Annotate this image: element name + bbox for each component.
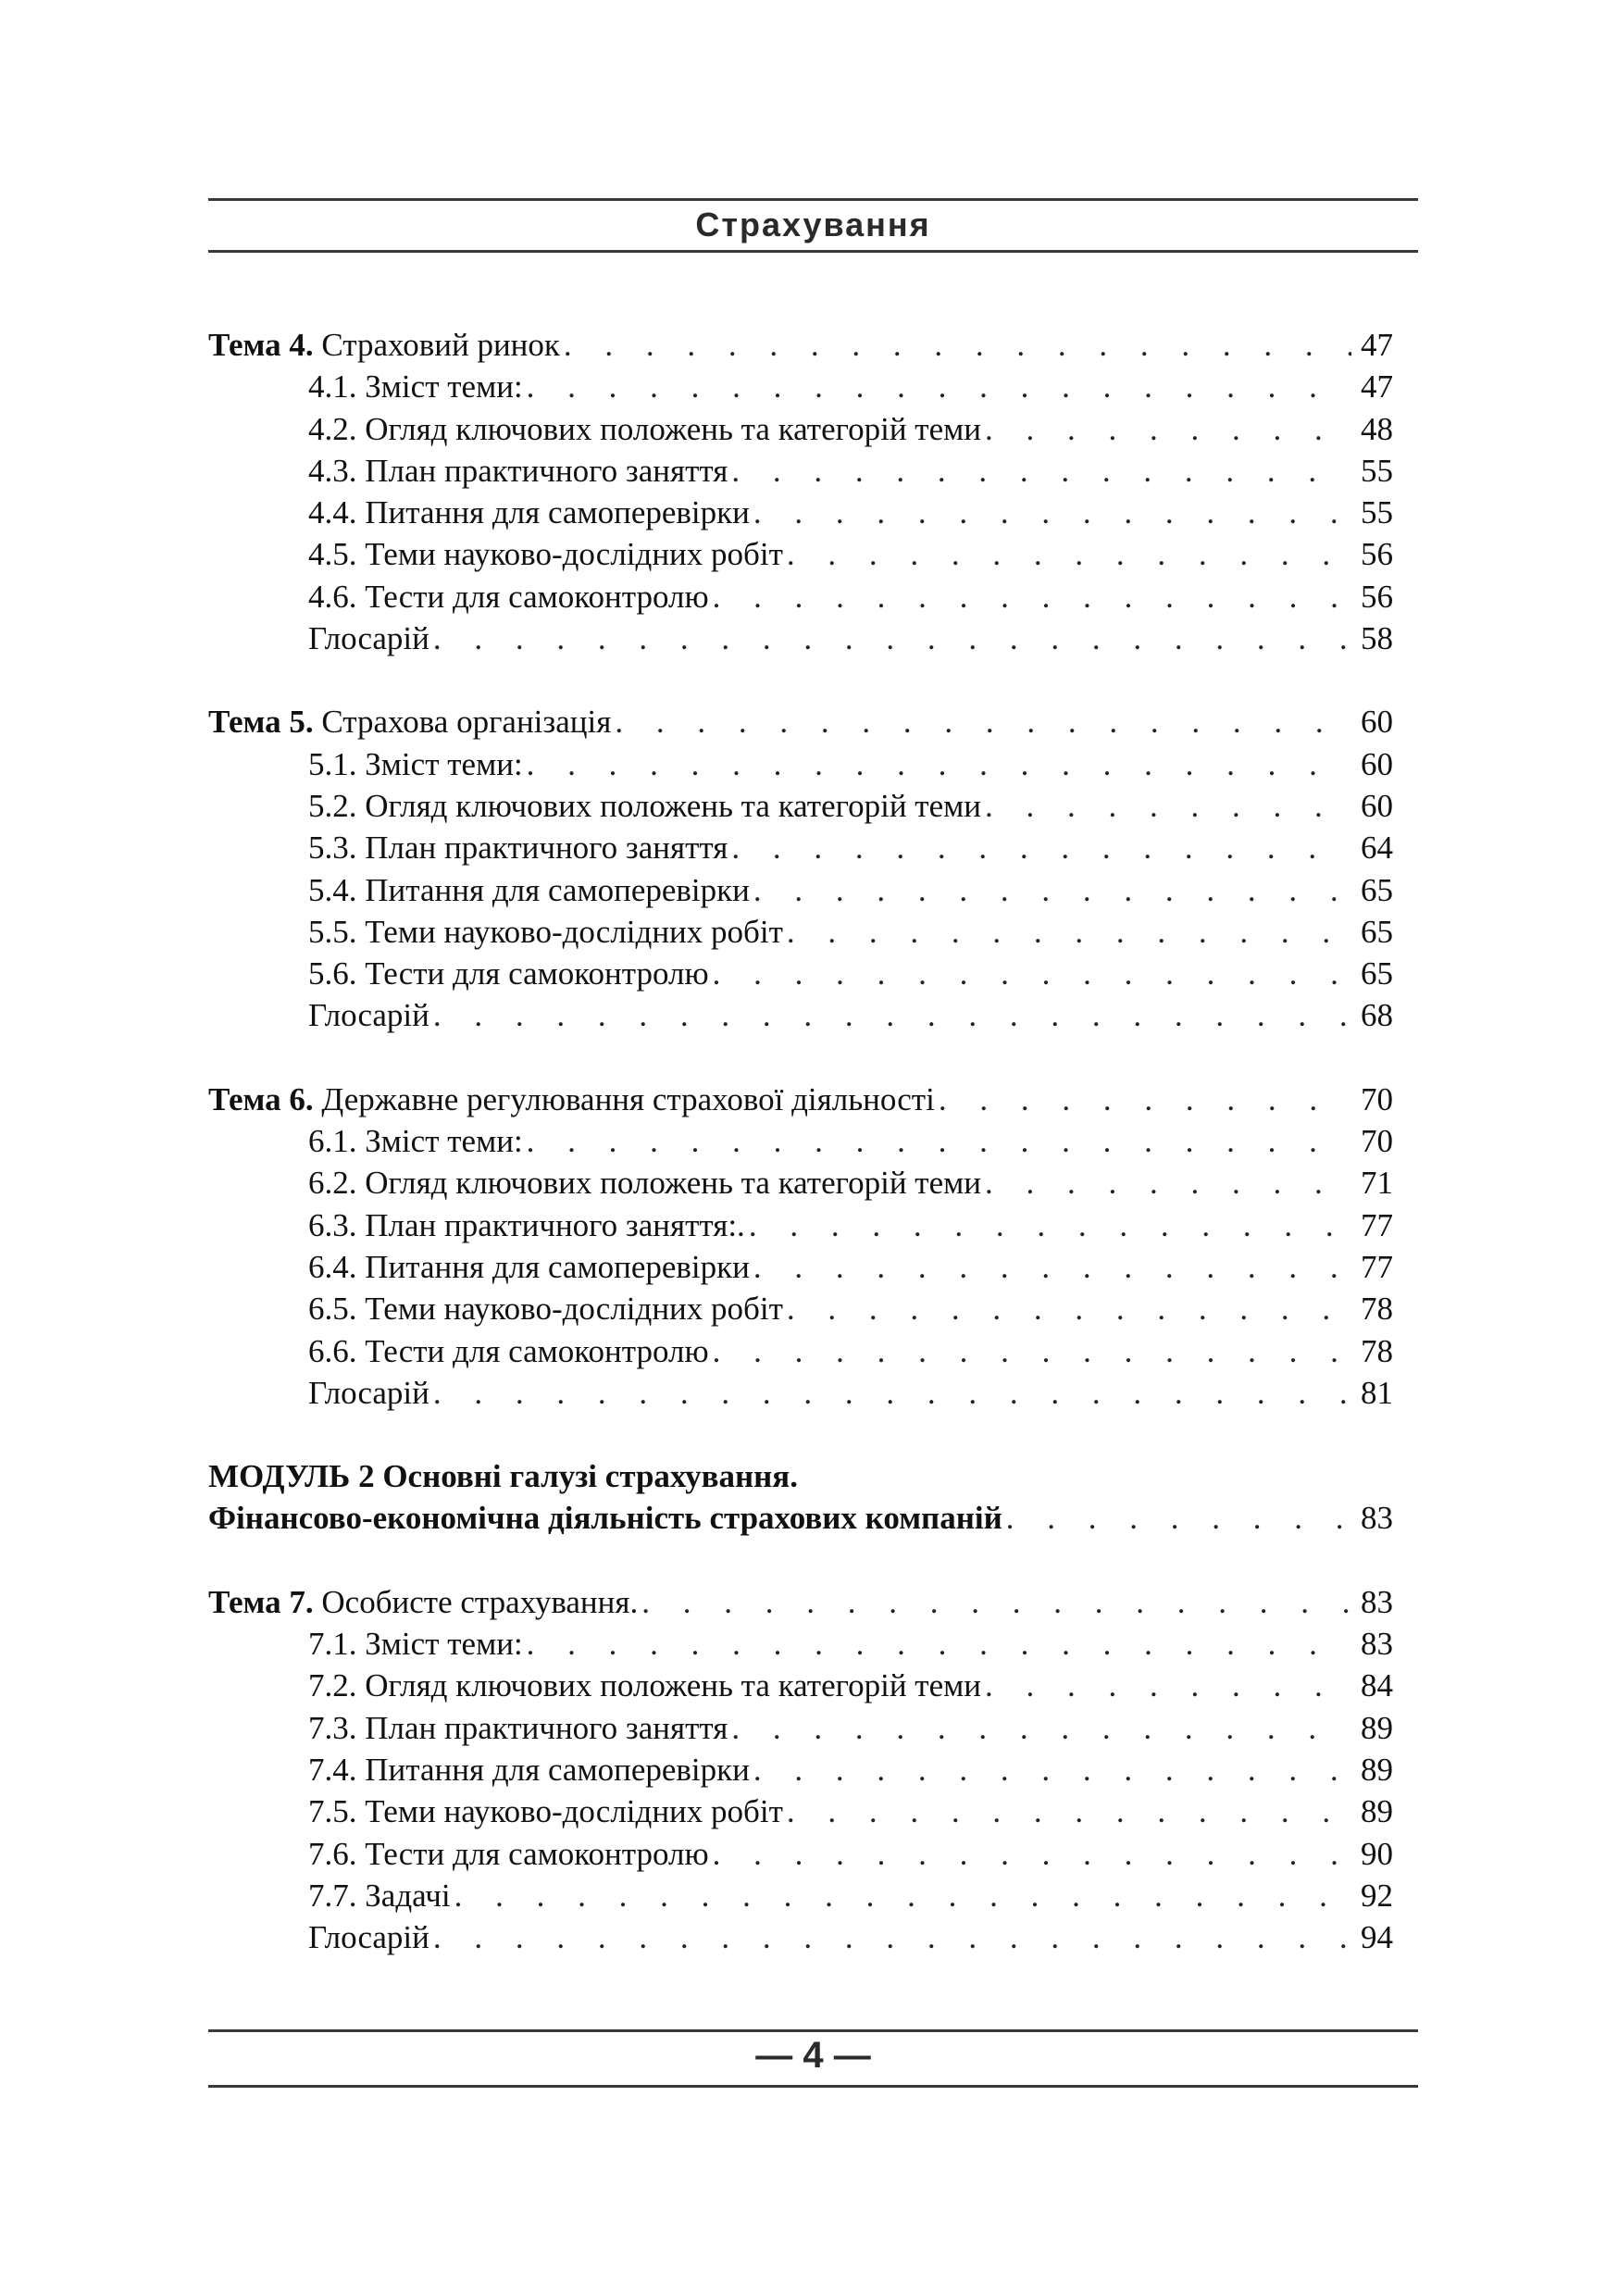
dot-leader: [787, 1791, 1351, 1832]
page-ref: 65: [1361, 871, 1393, 908]
page-ref: 55: [1361, 452, 1393, 489]
dot-leader: [753, 1749, 1351, 1791]
toc-item[interactable]: [208, 1288, 1393, 1329]
page-ref: 58: [1361, 620, 1393, 657]
toc-item[interactable]: [208, 1749, 1393, 1791]
toc-item[interactable]: [208, 450, 1393, 492]
toc-item-glossary[interactable]: [208, 1372, 1393, 1414]
dot-leader: [731, 450, 1351, 492]
page-ref: 65: [1361, 913, 1393, 950]
item-title: 5.3. План практичного заняття: [308, 830, 728, 867]
toc-item[interactable]: [208, 1623, 1393, 1665]
toc-item[interactable]: [208, 1162, 1393, 1204]
item-title: 7.3. План практичного заняття: [308, 1709, 728, 1746]
toc-item[interactable]: [208, 1875, 1393, 1916]
item-title: 7.2. Огляд ключових положень та категорій теми: [308, 1667, 982, 1704]
dot-leader: [527, 1120, 1351, 1162]
toc-item-glossary[interactable]: [208, 1916, 1393, 1958]
dot-leader: [753, 869, 1351, 911]
toc-item[interactable]: [208, 408, 1393, 450]
toc-item[interactable]: [208, 492, 1393, 533]
page-ref: 55: [1361, 494, 1393, 531]
toc-item[interactable]: [208, 1246, 1393, 1288]
page-ref: 78: [1361, 1291, 1393, 1328]
item-title: 6.4. Питання для самоперевірки: [308, 1248, 750, 1285]
item-title: Глосарій: [308, 997, 429, 1034]
toc-topic-6[interactable]: [208, 1079, 1393, 1120]
toc-item[interactable]: [208, 1833, 1393, 1875]
toc-topic-4[interactable]: [208, 324, 1393, 366]
item-title: 4.2. Огляд ключових положень та категорій теми: [308, 410, 982, 447]
item-title: 4.5. Теми науково-дослідних робіт: [308, 536, 783, 573]
footer-rule-bottom: [208, 2085, 1418, 2088]
running-head: Страхування: [695, 206, 931, 243]
item-title: 4.6. Тести для самоконтролю: [308, 578, 709, 615]
dot-leader: [713, 953, 1351, 994]
page-ref: 60: [1361, 787, 1393, 824]
toc-item-glossary[interactable]: [208, 618, 1393, 659]
dot-leader: [753, 492, 1351, 533]
dot-leader: [985, 1665, 1351, 1706]
page-ref: 89: [1361, 1793, 1393, 1830]
toc-item[interactable]: [208, 743, 1393, 785]
item-title: 7.5. Теми науково-дослідних робіт: [308, 1793, 783, 1830]
table-of-contents: [208, 324, 1393, 1958]
dot-leader: [1006, 1497, 1351, 1539]
toc-item[interactable]: [208, 827, 1393, 868]
dot-leader: [564, 324, 1351, 366]
toc-item[interactable]: [208, 533, 1393, 575]
page-ref: 48: [1361, 410, 1393, 447]
item-title: 6.2. Огляд ключових положень та категорій теми: [308, 1165, 982, 1202]
item-title: 5.5. Теми науково-дослідних робіт: [308, 913, 783, 950]
dot-leader: [753, 1246, 1351, 1288]
page-ref: 60: [1361, 704, 1393, 741]
dot-leader: [731, 827, 1351, 868]
page-ref: 81: [1361, 1374, 1393, 1411]
page-ref: 94: [1361, 1919, 1393, 1956]
topic-title: Особисте страхування.: [321, 1583, 639, 1620]
page-ref: 64: [1361, 830, 1393, 867]
toc-item[interactable]: [208, 576, 1393, 618]
page-ref: 89: [1361, 1751, 1393, 1788]
header-rule-top: [208, 198, 1418, 201]
page-ref: 77: [1361, 1248, 1393, 1285]
toc-item[interactable]: [208, 953, 1393, 994]
module-title: Фінансово-економічна діяльність страхових компаній: [208, 1500, 1002, 1537]
item-title: 5.4. Питання для самоперевірки: [308, 871, 750, 908]
item-title: 5.1. Зміст теми:: [308, 745, 523, 782]
page-ref: 65: [1361, 955, 1393, 992]
toc-topic-7[interactable]: [208, 1581, 1393, 1623]
header-rule-bottom: [208, 250, 1418, 253]
page-ref: 84: [1361, 1667, 1393, 1704]
item-title: 6.1. Зміст теми:: [308, 1123, 523, 1160]
topic-label: Тема 4.: [208, 327, 314, 363]
item-title: 4.1. Зміст теми:: [308, 368, 523, 406]
topic-title: Страхова організація: [321, 704, 612, 741]
toc-item[interactable]: [208, 1665, 1393, 1706]
dot-leader: [787, 911, 1351, 953]
toc-module-2-heading: МОДУЛЬ 2 Основні галузі страхування.: [208, 1458, 798, 1495]
page-ref: 78: [1361, 1332, 1393, 1369]
dot-leader: [731, 1707, 1351, 1749]
page-ref: 60: [1361, 745, 1393, 782]
page-ref: 83: [1361, 1500, 1393, 1537]
dot-leader: [787, 1288, 1351, 1329]
toc-item[interactable]: [208, 1330, 1393, 1372]
dot-leader: [527, 743, 1351, 785]
dot-leader: [749, 1204, 1351, 1246]
dot-leader: [713, 576, 1351, 618]
dot-leader: [713, 1833, 1351, 1875]
dot-leader: [787, 533, 1351, 575]
dot-leader: [713, 1330, 1351, 1372]
dot-leader: [615, 701, 1351, 742]
item-title: 6.3. План практичного заняття:.: [308, 1206, 745, 1243]
dot-leader: [527, 1623, 1351, 1665]
dot-leader: [433, 1372, 1351, 1414]
page-ref: 56: [1361, 536, 1393, 573]
toc-item[interactable]: [208, 1120, 1393, 1162]
item-title: Глосарій: [308, 620, 429, 657]
toc-module-2[interactable]: [208, 1497, 1393, 1539]
page-ref: 47: [1361, 368, 1393, 406]
item-title: Глосарій: [308, 1919, 429, 1956]
page-ref: 89: [1361, 1709, 1393, 1746]
dot-leader: [985, 785, 1351, 827]
toc-item[interactable]: [208, 869, 1393, 911]
topic-title: Страховий ринок: [321, 327, 560, 363]
topic-label: Тема 5.: [208, 704, 314, 741]
item-title: 7.6. Тести для самоконтролю: [308, 1835, 709, 1872]
dot-leader: [433, 994, 1351, 1036]
toc-item[interactable]: [208, 911, 1393, 953]
page-ref: 47: [1361, 327, 1393, 363]
item-title: 4.3. План практичного заняття: [308, 452, 728, 489]
dot-leader: [433, 618, 1351, 659]
topic-label: Тема 6.: [208, 1080, 314, 1117]
dot-leader: [454, 1875, 1351, 1916]
item-title: 7.4. Питання для самоперевірки: [308, 1751, 750, 1788]
toc-item-glossary[interactable]: [208, 994, 1393, 1036]
item-title: 5.6. Тести для самоконтролю: [308, 955, 709, 992]
page-ref: 90: [1361, 1835, 1393, 1872]
page-ref: 77: [1361, 1206, 1393, 1243]
page-ref: 92: [1361, 1877, 1393, 1914]
page-ref: 71: [1361, 1165, 1393, 1202]
dot-leader: [433, 1916, 1351, 1958]
page-ref: 83: [1361, 1583, 1393, 1620]
topic-title: Державне регулювання страхової діяльності: [321, 1080, 935, 1117]
item-title: 7.1. Зміст теми:: [308, 1626, 523, 1663]
item-title: 7.7. Задачі: [308, 1877, 451, 1914]
page-number: — 4 —: [755, 2035, 871, 2076]
toc-item[interactable]: [208, 785, 1393, 827]
toc-item[interactable]: [208, 1204, 1393, 1246]
dot-leader: [939, 1079, 1351, 1120]
page-ref: 70: [1361, 1080, 1393, 1117]
page-ref: 56: [1361, 578, 1393, 615]
topic-label: Тема 7.: [208, 1583, 314, 1620]
dot-leader: [985, 1162, 1351, 1204]
toc-topic-5[interactable]: [208, 701, 1393, 742]
toc-item[interactable]: [208, 1707, 1393, 1749]
dot-leader: [527, 366, 1351, 407]
item-title: 6.5. Теми науково-дослідних робіт: [308, 1291, 783, 1328]
dot-leader: [641, 1581, 1351, 1623]
footer-rule-top: [208, 2029, 1418, 2032]
toc-item[interactable]: [208, 1791, 1393, 1832]
item-title: Глосарій: [308, 1374, 429, 1411]
page-ref: 68: [1361, 997, 1393, 1034]
item-title: 6.6. Тести для самоконтролю: [308, 1332, 709, 1369]
page-ref: 70: [1361, 1123, 1393, 1160]
toc-item[interactable]: [208, 366, 1393, 407]
page-ref: 83: [1361, 1626, 1393, 1663]
item-title: 5.2. Огляд ключових положень та категорій теми: [308, 787, 982, 824]
item-title: 4.4. Питання для самоперевірки: [308, 494, 750, 531]
dot-leader: [985, 408, 1351, 450]
